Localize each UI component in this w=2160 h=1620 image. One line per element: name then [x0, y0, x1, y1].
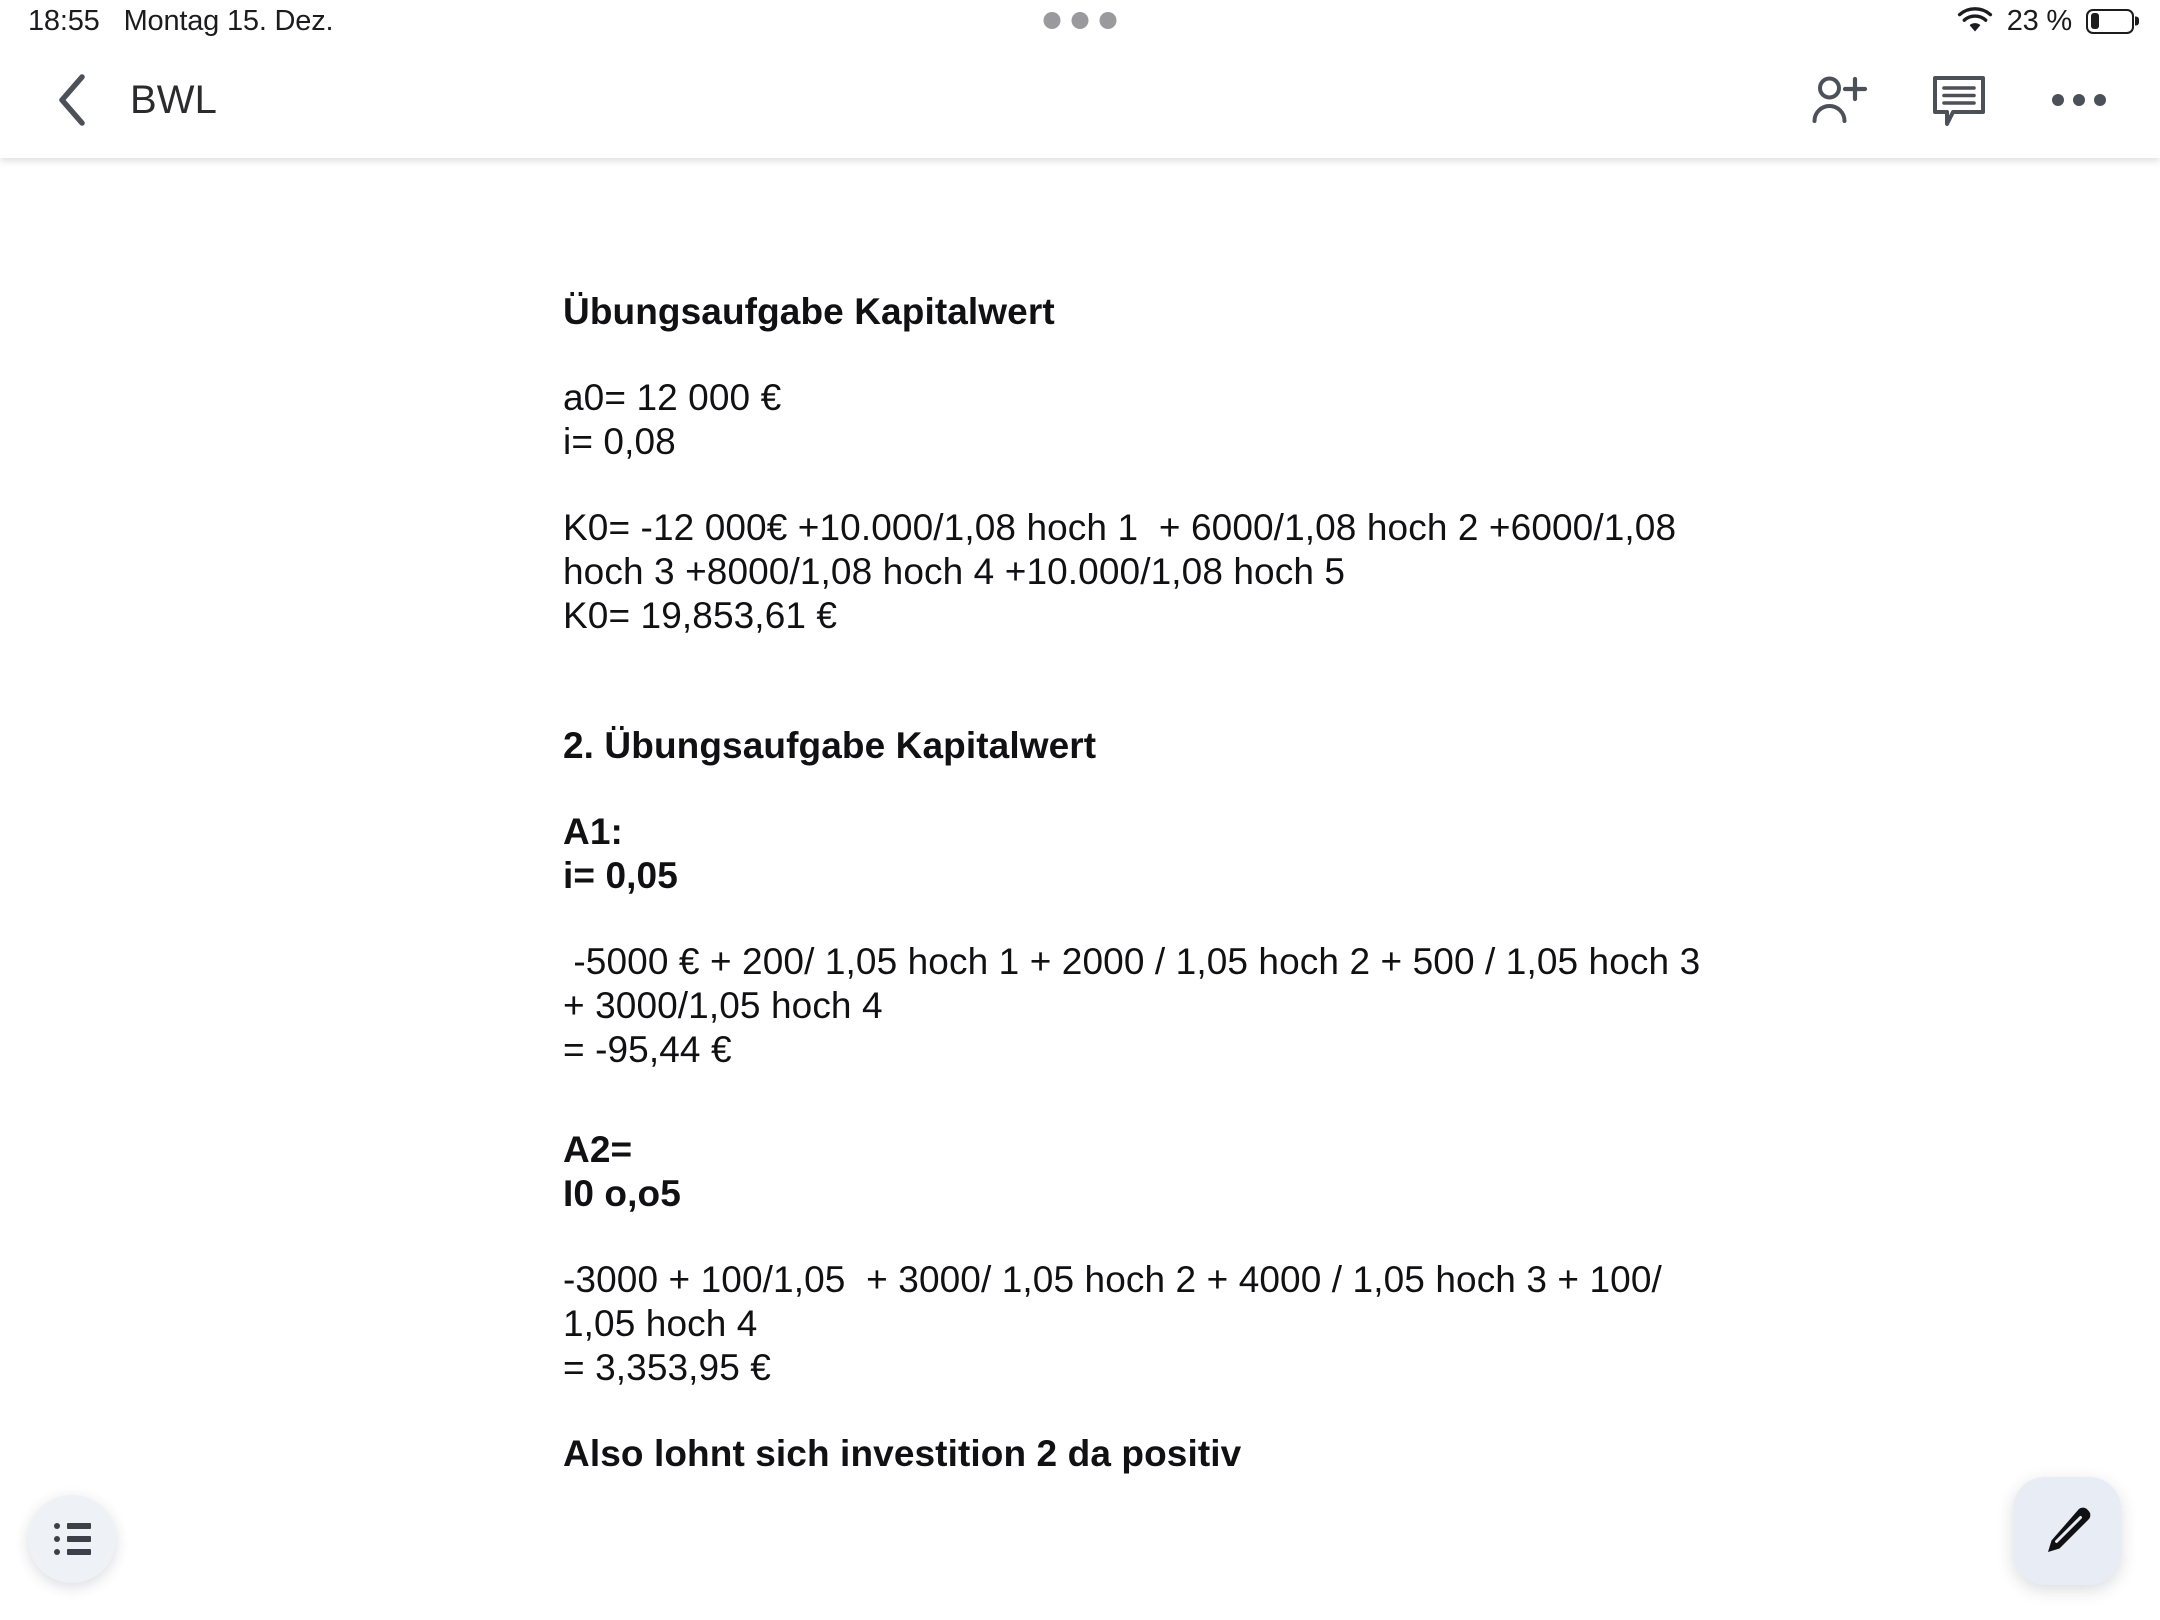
- list-bullet: [54, 1523, 60, 1529]
- more-options-button[interactable]: [2048, 69, 2110, 131]
- status-date: Montag 15. Dez.: [123, 4, 334, 37]
- add-person-button[interactable]: [1808, 69, 1870, 131]
- multitask-handle[interactable]: [1044, 12, 1117, 29]
- list-row: [54, 1536, 91, 1542]
- list-bar: [67, 1523, 91, 1529]
- battery-percent-label: 23 %: [2006, 4, 2072, 37]
- more-options-icon: [2052, 94, 2106, 106]
- battery-fill: [2091, 13, 2100, 29]
- document-scroll-area[interactable]: [0, 158, 2160, 1620]
- chevron-left-icon: [55, 72, 89, 128]
- doc-line: K0= 19,853,61 €: [563, 595, 838, 636]
- outline-button[interactable]: [28, 1495, 116, 1583]
- add-person-icon: [1810, 73, 1868, 127]
- page-title: BWL: [130, 77, 217, 122]
- doc-paragraph-a1-header: [563, 810, 1703, 898]
- status-time: 18:55: [28, 4, 100, 37]
- status-bar-right: [1957, 5, 2134, 38]
- doc-line: a0= 12 000 €: [563, 377, 782, 418]
- battery-icon: [2086, 9, 2134, 34]
- handle-dot: [1072, 12, 1089, 29]
- doc-spacer: [563, 768, 1703, 810]
- list-bullet: [54, 1536, 60, 1542]
- doc-spacer: [563, 898, 1703, 940]
- pencil-icon: [2039, 1503, 2095, 1559]
- more-dot: [2052, 94, 2064, 106]
- status-bar: [0, 0, 2160, 42]
- doc-line: A1:: [563, 811, 623, 852]
- back-button[interactable]: [40, 68, 104, 132]
- doc-line: Übungsaufgabe Kapitalwert: [563, 291, 1055, 332]
- list-bar: [67, 1549, 91, 1555]
- doc-line: i= 0,05: [563, 855, 678, 896]
- doc-paragraph-a2-calc: [563, 1258, 1703, 1390]
- list-row: [54, 1549, 91, 1555]
- doc-line: K0= -12 000€ +10.000/1,08 hoch 1 + 6000/1,08 hoch 2 +6000/1,08 hoch 3 +8000/1,08 hoch 4 +10.000/1,08 hoch 5: [563, 507, 1687, 592]
- doc-line: -3000 + 100/1,05 + 3000/ 1,05 hoch 2 + 4000 / 1,05 hoch 3 + 100/ 1,05 hoch 4: [563, 1259, 1673, 1344]
- doc-spacer: [563, 1216, 1703, 1258]
- edit-button[interactable]: [2013, 1477, 2121, 1585]
- comment-icon: [1931, 72, 1987, 128]
- doc-line: Also lohnt sich investition 2 da positiv: [563, 1433, 1242, 1474]
- doc-line: = 3,353,95 €: [563, 1347, 771, 1388]
- list-bullet: [54, 1549, 60, 1555]
- doc-paragraph-a1-calc: [563, 940, 1711, 1072]
- doc-spacer: [563, 334, 1703, 376]
- more-dot: [2094, 94, 2106, 106]
- handle-dot: [1100, 12, 1117, 29]
- header-actions: [1808, 69, 2120, 131]
- status-bar-left: [28, 5, 333, 38]
- doc-spacer: [563, 464, 1703, 506]
- doc-spacer: [563, 1072, 1703, 1128]
- doc-conclusion: [563, 1432, 1703, 1476]
- doc-line: A2=: [563, 1129, 633, 1170]
- bulleted-list-icon: [54, 1523, 91, 1555]
- doc-line: -5000 € + 200/ 1,05 hoch 1 + 2000 / 1,05 hoch 2 + 500 / 1,05 hoch 3 + 3000/1,05 hoch 4: [563, 941, 1711, 1026]
- doc-heading-2: [563, 724, 1703, 768]
- doc-line: i= 0,08: [563, 421, 676, 462]
- doc-spacer: [563, 1390, 1703, 1432]
- doc-paragraph-k0-calc: [563, 506, 1703, 638]
- doc-paragraph-a2-header: [563, 1128, 1703, 1216]
- doc-heading-1: [563, 290, 1703, 334]
- handle-dot: [1044, 12, 1061, 29]
- more-dot: [2073, 94, 2085, 106]
- comment-button[interactable]: [1928, 69, 1990, 131]
- doc-spacer: [563, 638, 1703, 724]
- doc-paragraph-givens-1: [563, 376, 1703, 464]
- list-bar: [67, 1536, 91, 1542]
- list-row: [54, 1523, 91, 1529]
- doc-line: I0 o,o5: [563, 1173, 681, 1214]
- doc-line: 2. Übungsaufgabe Kapitalwert: [563, 725, 1097, 766]
- app-header: [0, 42, 2160, 158]
- document-body[interactable]: [563, 290, 1711, 1476]
- doc-line: = -95,44 €: [563, 1029, 732, 1070]
- wifi-icon: [1957, 7, 1993, 35]
